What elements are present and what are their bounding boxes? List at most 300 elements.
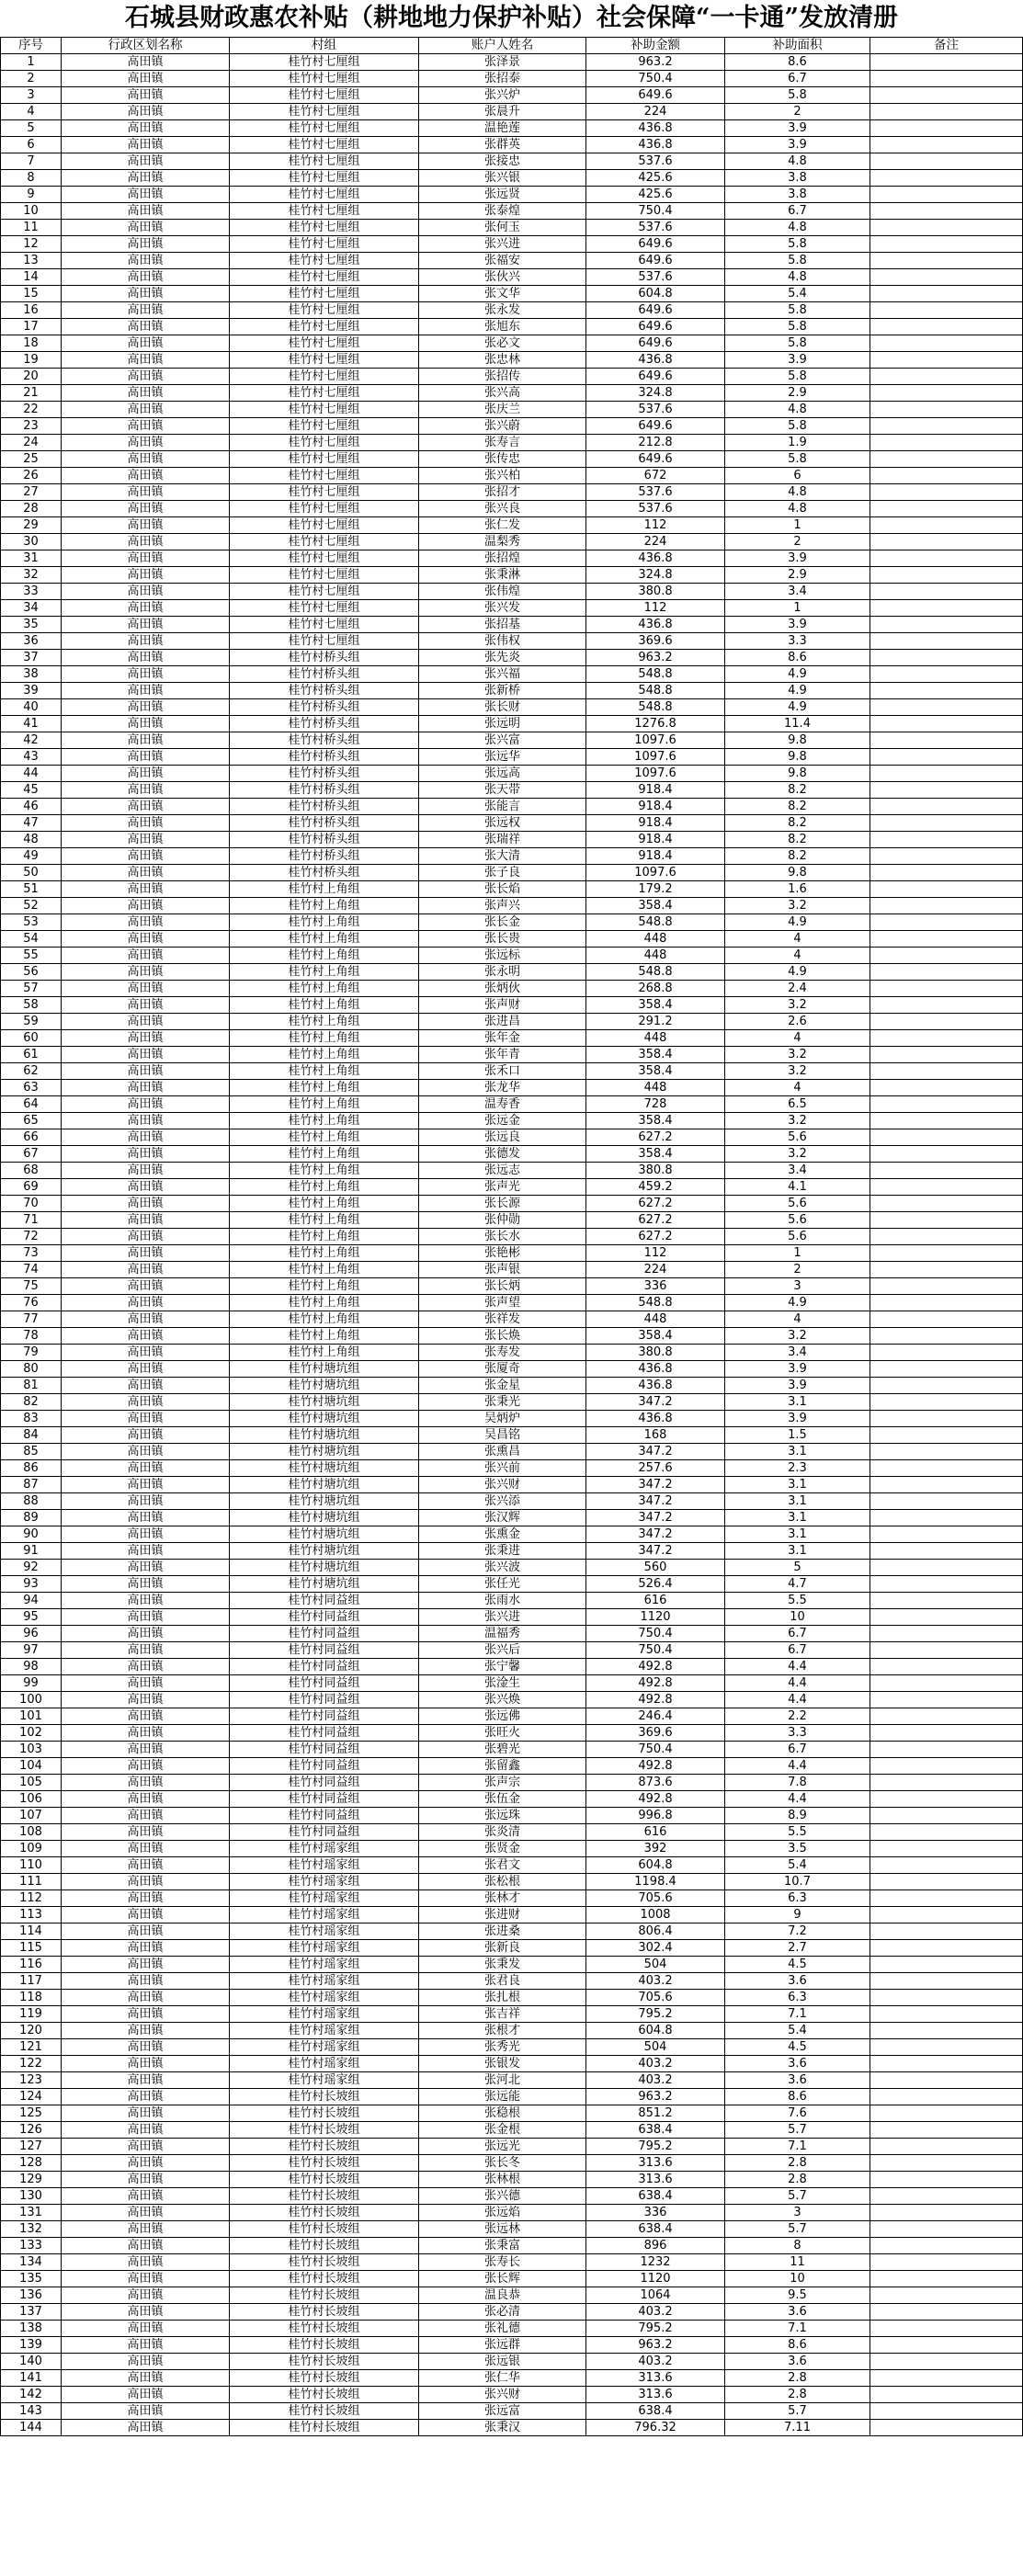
cell-index: 6 [1,137,62,153]
cell-village-group: 桂竹村瑶家组 [230,1841,419,1857]
cell-amount: 1232 [586,2254,725,2271]
cell-area: 4.4 [725,1791,870,1808]
cell-index: 43 [1,749,62,766]
cell-village-group: 桂竹村上角组 [230,1113,419,1129]
cell-index: 130 [1,2188,62,2205]
column-header-region: 行政区划名称 [62,38,230,54]
cell-remarks [870,1824,1023,1841]
cell-area: 6.7 [725,71,870,87]
cell-account-name: 张远金 [419,1113,586,1129]
cell-region: 高田镇 [62,468,230,484]
cell-account-name: 张秉光 [419,1394,586,1411]
table-row [1,1427,1023,1444]
cell-area: 4.5 [725,1957,870,1973]
cell-village-group: 桂竹村七厘组 [230,54,419,71]
table-row [1,865,1023,881]
cell-amount: 492.8 [586,1791,725,1808]
cell-amount: 448 [586,948,725,964]
cell-area: 4.9 [725,1295,870,1311]
cell-area: 5.7 [725,2221,870,2238]
cell-village-group: 桂竹村长坡组 [230,2321,419,2337]
cell-account-name: 张林才 [419,1890,586,1907]
cell-index: 35 [1,617,62,633]
cell-village-group: 桂竹村上角组 [230,1262,419,1278]
cell-index: 113 [1,1907,62,1923]
cell-area: 3.2 [725,997,870,1014]
cell-region: 高田镇 [62,1080,230,1096]
cell-area: 2.3 [725,1460,870,1477]
cell-region: 高田镇 [62,1245,230,1262]
cell-region: 高田镇 [62,617,230,633]
cell-remarks [870,319,1023,335]
cell-account-name: 张招基 [419,617,586,633]
cell-remarks [870,832,1023,848]
table-row [1,319,1023,335]
cell-index: 103 [1,1742,62,1758]
cell-remarks [870,1692,1023,1708]
cell-region: 高田镇 [62,865,230,881]
cell-amount: 224 [586,1262,725,1278]
cell-village-group: 桂竹村上角组 [230,1146,419,1163]
cell-region: 高田镇 [62,1758,230,1775]
cell-amount: 627.2 [586,1196,725,1212]
cell-village-group: 桂竹村上角组 [230,1096,419,1113]
cell-region: 高田镇 [62,1609,230,1626]
cell-region: 高田镇 [62,1923,230,1940]
cell-village-group: 桂竹村上角组 [230,1212,419,1229]
cell-remarks [870,1096,1023,1113]
table-row [1,1014,1023,1030]
cell-region: 高田镇 [62,699,230,716]
cell-village-group: 桂竹村同益组 [230,1593,419,1609]
cell-remarks [870,1444,1023,1460]
cell-remarks [870,550,1023,567]
cell-remarks [870,120,1023,137]
cell-remarks [870,1708,1023,1725]
cell-remarks [870,2304,1023,2321]
cell-index: 21 [1,385,62,402]
cell-village-group: 桂竹村七厘组 [230,137,419,153]
cell-area: 8.2 [725,799,870,815]
cell-account-name: 张旭东 [419,319,586,335]
table-row [1,2387,1023,2403]
cell-account-name: 张长焕 [419,1328,586,1345]
cell-village-group: 桂竹村桥头组 [230,832,419,848]
cell-village-group: 桂竹村七厘组 [230,236,419,253]
cell-index: 129 [1,2172,62,2188]
cell-index: 125 [1,2105,62,2122]
cell-amount: 448 [586,1311,725,1328]
cell-village-group: 桂竹村长坡组 [230,2139,419,2155]
cell-remarks [870,2271,1023,2287]
cell-account-name: 张年青 [419,1047,586,1063]
cell-village-group: 桂竹村七厘组 [230,385,419,402]
cell-area: 7.11 [725,2420,870,2436]
table-row [1,1361,1023,1378]
cell-index: 28 [1,501,62,517]
cell-amount: 963.2 [586,2337,725,2354]
cell-remarks [870,153,1023,170]
cell-region: 高田镇 [62,898,230,914]
cell-amount: 918.4 [586,799,725,815]
cell-remarks [870,1295,1023,1311]
cell-amount: 313.6 [586,2172,725,2188]
cell-area: 3.4 [725,584,870,600]
cell-account-name: 张声财 [419,997,586,1014]
table-row [1,1708,1023,1725]
cell-remarks [870,2221,1023,2238]
cell-village-group: 桂竹村七厘组 [230,517,419,534]
cell-account-name: 张伟煌 [419,584,586,600]
cell-account-name: 张兴高 [419,385,586,402]
cell-account-name: 张泽景 [419,54,586,71]
cell-area: 2 [725,1262,870,1278]
cell-index: 36 [1,633,62,650]
cell-account-name: 温艳莲 [419,120,586,137]
table-row [1,997,1023,1014]
cell-village-group: 桂竹村七厘组 [230,402,419,418]
cell-village-group: 桂竹村瑶家组 [230,1874,419,1890]
cell-area: 4.9 [725,914,870,931]
table-row [1,468,1023,484]
cell-area: 5.6 [725,1129,870,1146]
cell-area: 11 [725,2254,870,2271]
cell-account-name: 张远林 [419,2221,586,2238]
cell-account-name: 张长焰 [419,881,586,898]
cell-index: 111 [1,1874,62,1890]
cell-region: 高田镇 [62,600,230,617]
cell-village-group: 桂竹村七厘组 [230,203,419,220]
cell-region: 高田镇 [62,1146,230,1163]
cell-area: 5.6 [725,1212,870,1229]
cell-account-name: 张兴财 [419,1477,586,1493]
cell-area: 5.4 [725,286,870,302]
cell-amount: 1064 [586,2287,725,2304]
table-row [1,1560,1023,1576]
cell-region: 高田镇 [62,683,230,699]
cell-region: 高田镇 [62,2354,230,2370]
cell-region: 高田镇 [62,1841,230,1857]
cell-account-name: 张熏昌 [419,1444,586,1460]
cell-index: 85 [1,1444,62,1460]
cell-index: 87 [1,1477,62,1493]
cell-remarks [870,2337,1023,2354]
cell-village-group: 桂竹村长坡组 [230,2370,419,2387]
cell-remarks [870,104,1023,120]
cell-amount: 425.6 [586,170,725,187]
cell-account-name: 张寿发 [419,1345,586,1361]
cell-index: 47 [1,815,62,832]
cell-village-group: 桂竹村上角组 [230,1179,419,1196]
cell-index: 16 [1,302,62,319]
cell-area: 7.1 [725,2006,870,2023]
cell-area: 3.2 [725,1047,870,1063]
cell-remarks [870,964,1023,981]
cell-account-name: 张秉汉 [419,2420,586,2436]
cell-account-name: 张远高 [419,766,586,782]
cell-village-group: 桂竹村七厘组 [230,468,419,484]
cell-village-group: 桂竹村七厘组 [230,534,419,550]
cell-amount: 616 [586,1593,725,1609]
cell-area: 2.8 [725,2387,870,2403]
cell-index: 123 [1,2072,62,2089]
cell-index: 93 [1,1576,62,1593]
cell-amount: 537.6 [586,501,725,517]
cell-remarks [870,352,1023,369]
cell-amount: 358.4 [586,1328,725,1345]
cell-region: 高田镇 [62,1163,230,1179]
cell-area: 6 [725,468,870,484]
cell-region: 高田镇 [62,501,230,517]
cell-village-group: 桂竹村同益组 [230,1742,419,1758]
table-row [1,981,1023,997]
cell-remarks [870,1857,1023,1874]
table-row [1,1907,1023,1923]
table-row [1,2056,1023,2072]
cell-village-group: 桂竹村七厘组 [230,567,419,584]
cell-remarks [870,766,1023,782]
cell-area: 8.2 [725,815,870,832]
cell-account-name: 张子良 [419,865,586,881]
cell-region: 高田镇 [62,1642,230,1659]
cell-area: 5.8 [725,335,870,352]
cell-area: 5.7 [725,2122,870,2139]
cell-index: 105 [1,1775,62,1791]
table-row [1,1526,1023,1543]
cell-region: 高田镇 [62,2321,230,2337]
cell-amount: 750.4 [586,71,725,87]
cell-remarks [870,1576,1023,1593]
cell-remarks [870,1890,1023,1907]
cell-amount: 795.2 [586,2139,725,2155]
cell-remarks [870,2188,1023,2205]
cell-area: 9.8 [725,766,870,782]
cell-remarks [870,1047,1023,1063]
cell-amount: 313.6 [586,2387,725,2403]
cell-area: 4.4 [725,1675,870,1692]
cell-remarks [870,650,1023,666]
cell-remarks [870,220,1023,236]
cell-region: 高田镇 [62,1510,230,1526]
cell-village-group: 桂竹村七厘组 [230,369,419,385]
cell-index: 15 [1,286,62,302]
cell-remarks [870,716,1023,732]
cell-account-name: 张兴蔚 [419,418,586,435]
cell-village-group: 桂竹村七厘组 [230,220,419,236]
cell-index: 7 [1,153,62,170]
cell-region: 高田镇 [62,484,230,501]
table-row [1,137,1023,153]
cell-region: 高田镇 [62,1262,230,1278]
cell-village-group: 桂竹村瑶家组 [230,2039,419,2056]
subsidy-table [0,37,1023,2436]
cell-village-group: 桂竹村七厘组 [230,187,419,203]
table-row [1,666,1023,683]
table-row [1,1841,1023,1857]
cell-remarks [870,418,1023,435]
cell-area: 2 [725,104,870,120]
cell-index: 76 [1,1295,62,1311]
cell-amount: 750.4 [586,1642,725,1659]
cell-remarks [870,1196,1023,1212]
cell-account-name: 张泰煌 [419,203,586,220]
cell-region: 高田镇 [62,2139,230,2155]
cell-index: 132 [1,2221,62,2238]
cell-region: 高田镇 [62,1477,230,1493]
cell-remarks [870,1510,1023,1526]
cell-region: 高田镇 [62,2105,230,2122]
table-row [1,1179,1023,1196]
cell-remarks [870,683,1023,699]
cell-village-group: 桂竹村长坡组 [230,2403,419,2420]
cell-area: 5.7 [725,2188,870,2205]
cell-area: 3.9 [725,1411,870,1427]
table-row [1,1923,1023,1940]
cell-amount: 627.2 [586,1129,725,1146]
cell-amount: 224 [586,534,725,550]
cell-area: 4.9 [725,683,870,699]
cell-account-name: 张仁华 [419,2370,586,2387]
cell-region: 高田镇 [62,1460,230,1477]
cell-region: 高田镇 [62,1378,230,1394]
cell-area: 4 [725,948,870,964]
cell-region: 高田镇 [62,435,230,451]
cell-account-name: 张禾口 [419,1063,586,1080]
cell-index: 42 [1,732,62,749]
cell-region: 高田镇 [62,1295,230,1311]
cell-amount: 638.4 [586,2122,725,2139]
cell-index: 29 [1,517,62,534]
cell-remarks [870,2023,1023,2039]
cell-region: 高田镇 [62,848,230,865]
table-row [1,501,1023,517]
cell-index: 48 [1,832,62,848]
cell-region: 高田镇 [62,104,230,120]
cell-amount: 504 [586,2039,725,2056]
cell-region: 高田镇 [62,2155,230,2172]
table-row [1,2089,1023,2105]
cell-region: 高田镇 [62,1278,230,1295]
cell-region: 高田镇 [62,1626,230,1642]
cell-account-name: 张吉祥 [419,2006,586,2023]
cell-remarks [870,1543,1023,1560]
cell-index: 8 [1,170,62,187]
table-row [1,1328,1023,1345]
cell-region: 高田镇 [62,1791,230,1808]
cell-amount: 996.8 [586,1808,725,1824]
cell-account-name: 张远焰 [419,2205,586,2221]
cell-amount: 638.4 [586,2188,725,2205]
cell-village-group: 桂竹村瑶家组 [230,1940,419,1957]
cell-amount: 918.4 [586,782,725,799]
table-row [1,1163,1023,1179]
cell-index: 121 [1,2039,62,2056]
table-row [1,1675,1023,1692]
cell-account-name: 张声望 [419,1295,586,1311]
cell-remarks [870,402,1023,418]
cell-village-group: 桂竹村塘坑组 [230,1444,419,1460]
cell-index: 66 [1,1129,62,1146]
table-row [1,2006,1023,2023]
cell-index: 46 [1,799,62,815]
cell-area: 7.8 [725,1775,870,1791]
cell-remarks [870,1014,1023,1030]
cell-amount: 649.6 [586,418,725,435]
cell-remarks [870,1245,1023,1262]
cell-remarks [870,2122,1023,2139]
cell-village-group: 桂竹村长坡组 [230,2122,419,2139]
cell-index: 88 [1,1493,62,1510]
table-row [1,1642,1023,1659]
cell-region: 高田镇 [62,964,230,981]
cell-village-group: 桂竹村上角组 [230,931,419,948]
cell-area: 3.9 [725,550,870,567]
cell-village-group: 桂竹村桥头组 [230,650,419,666]
table-row [1,964,1023,981]
cell-index: 95 [1,1609,62,1626]
cell-index: 26 [1,468,62,484]
table-row [1,1229,1023,1245]
cell-region: 高田镇 [62,1940,230,1957]
cell-index: 10 [1,203,62,220]
cell-village-group: 桂竹村上角组 [230,1080,419,1096]
cell-amount: 963.2 [586,54,725,71]
cell-area: 3.6 [725,2056,870,2072]
table-row [1,1113,1023,1129]
cell-region: 高田镇 [62,1973,230,1990]
table-row [1,848,1023,865]
cell-village-group: 桂竹村长坡组 [230,2221,419,2238]
cell-amount: 436.8 [586,617,725,633]
cell-area: 3.6 [725,2304,870,2321]
cell-index: 17 [1,319,62,335]
cell-region: 高田镇 [62,220,230,236]
cell-region: 高田镇 [62,1129,230,1146]
cell-area: 3 [725,1278,870,1295]
cell-index: 23 [1,418,62,435]
cell-account-name: 张长源 [419,1196,586,1212]
cell-remarks [870,236,1023,253]
cell-region: 高田镇 [62,2188,230,2205]
cell-remarks [870,633,1023,650]
cell-village-group: 桂竹村桥头组 [230,848,419,865]
cell-remarks [870,534,1023,550]
cell-account-name: 张兴福 [419,666,586,683]
cell-remarks [870,1675,1023,1692]
cell-amount: 358.4 [586,1047,725,1063]
cell-index: 106 [1,1791,62,1808]
cell-area: 2.8 [725,2172,870,2188]
cell-amount: 403.2 [586,2072,725,2089]
cell-index: 142 [1,2387,62,2403]
cell-area: 8.6 [725,650,870,666]
cell-index: 71 [1,1212,62,1229]
table-row [1,1345,1023,1361]
cell-remarks [870,1990,1023,2006]
cell-index: 38 [1,666,62,683]
table-row [1,1742,1023,1758]
cell-region: 高田镇 [62,981,230,997]
cell-village-group: 桂竹村上角组 [230,1014,419,1030]
cell-account-name: 张碧光 [419,1742,586,1758]
cell-remarks [870,1791,1023,1808]
cell-area: 5.6 [725,1229,870,1245]
cell-region: 高田镇 [62,2287,230,2304]
cell-amount: 649.6 [586,253,725,269]
cell-region: 高田镇 [62,633,230,650]
cell-region: 高田镇 [62,1113,230,1129]
cell-area: 3.9 [725,352,870,369]
